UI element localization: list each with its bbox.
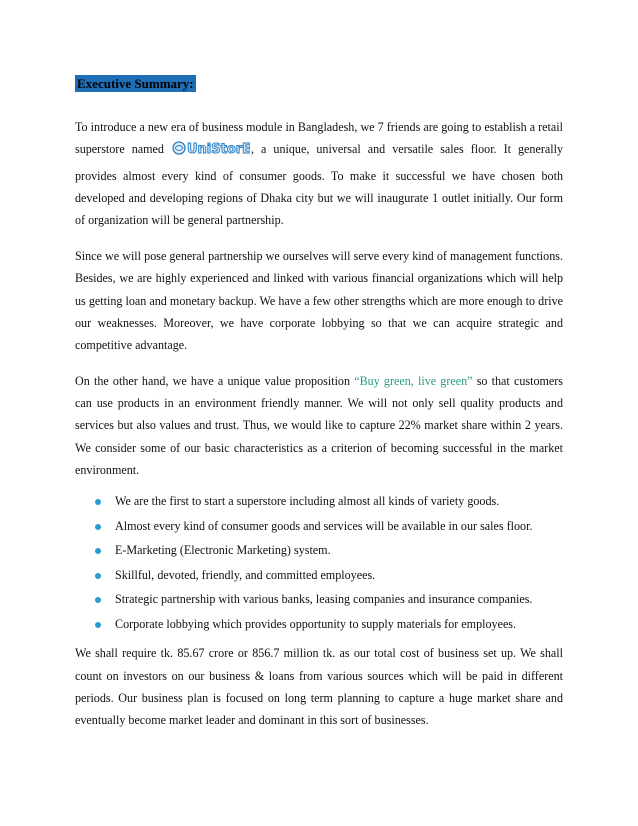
list-item <box>75 543 563 558</box>
cost-paragraph: We shall require tk. 85.67 crore or 856.7 million tk. as our total cost of business set up. We shall count on investors on our business & loans from various sources which will be paid in different periods. Our business plan is focused on long term planning to capture a huge market share and eventually become market leader and dominant in this sort of businesses. <box>75 646 563 728</box>
list-item-text: Skillful, devoted, friendly, and committed employees. <box>115 567 376 582</box>
intro-text-start: To introduce a new era of business module in Bangladesh, we 7 friends are going to establish a retail superstore named <box>75 120 563 157</box>
value-text-end: so that customers can use products in an environment friendly manner. We will not only sell quality products and services but also values and trust. Thus, we would like to capture 22% market share within 2 years. We consider some of our basic characteristics as a criterion of becoming successful in the market environment. <box>75 373 563 478</box>
bullet-icon <box>95 548 101 554</box>
list-item <box>75 617 563 632</box>
unistore-logo-graphic <box>172 139 250 157</box>
value-proposition-paragraph <box>75 370 563 482</box>
list-item-text: We are the first to start a superstore including almost all kinds of variety goods. <box>115 494 500 509</box>
bullet-icon <box>95 573 101 579</box>
list-item-text: Strategic partnership with various banks, leasing companies and insurance companies. <box>115 592 533 607</box>
section-heading: Executive Summary: <box>77 76 194 91</box>
bullet-icon <box>95 499 101 505</box>
list-item <box>75 568 563 583</box>
bullet-icon <box>95 524 101 530</box>
list-item <box>75 494 563 509</box>
document-body <box>75 73 563 745</box>
intro-text-end: , a unique, universal and versatile sales floor. It generally provides almost every kind of consumer goods. To make it successful we have chosen both developed and developing regions of Dhaka city but we will inaugurate 1 outlet initially. Our form of organization will be general partnership. <box>75 142 563 228</box>
bullet-icon <box>95 622 101 628</box>
list-item-text: Almost every kind of consumer goods and services will be available in our sales floor. <box>115 518 533 533</box>
list-item <box>75 592 563 607</box>
partnership-paragraph: Since we will pose general partnership we ourselves will serve every kind of management functions. Besides, we are highly experienced and linked with various financial organizations which will help us getting loan and monetary backup. We have a few other strengths which are more enough to drive our weaknesses. Moreover, we have corporate lobbying so that we can acquire strategic and competitive advantage. <box>75 248 563 353</box>
characteristics-list <box>75 494 563 631</box>
intro-paragraph <box>75 116 563 232</box>
list-item <box>75 519 563 534</box>
value-text-start: On the other hand, we have a unique value proposition <box>75 373 351 388</box>
list-item-text: Corporate lobbying which provides opportunity to supply materials for employees. <box>115 616 517 631</box>
list-item-text: E-Marketing (Electronic Marketing) system. <box>115 543 331 558</box>
unistore-logo <box>172 139 250 164</box>
slogan-text: “Buy green, live green” <box>354 373 473 388</box>
bullet-icon <box>95 597 101 603</box>
logo-lettering: UniStorE <box>187 142 250 158</box>
